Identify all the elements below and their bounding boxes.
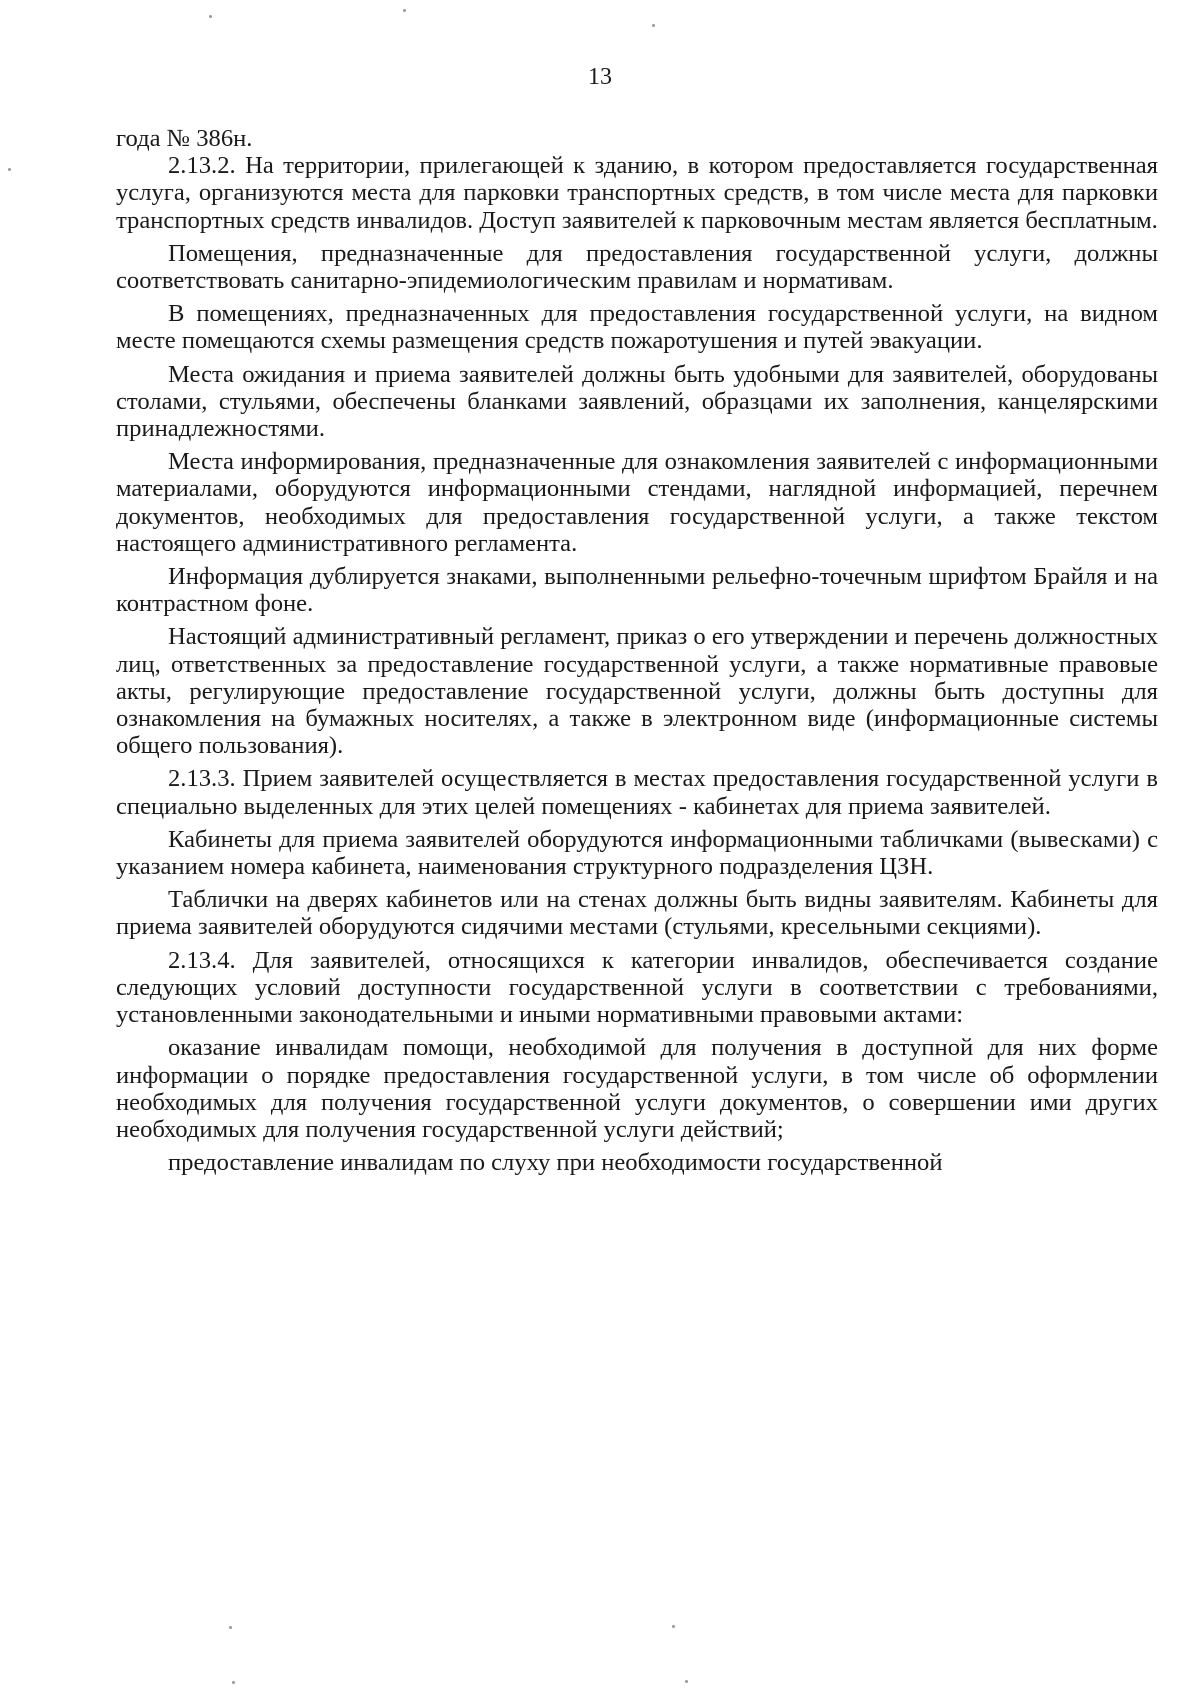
page-number: 13 (588, 64, 612, 90)
paragraph: Настоящий административный регламент, приказ о его утверждении и перечень должностных лиц, ответственных за предоставление государственной услуги, а также нормативные правовые акты, регулирующие предоставление государственной услуги, должны быть доступны для ознакомления на бумажных носителях, а также в электронном виде (информационные системы общего пользования). (116, 623, 1158, 760)
paragraph: Места ожидания и приема заявителей должны быть удобными для заявителей, оборудованы столами, стульями, обеспечены бланками заявлений, образцами их заполнения, канцелярскими принадлежностями. (116, 360, 1158, 443)
paragraph: года № 386н. (116, 125, 253, 152)
paragraph: предоставление инвалидам по слуху при необходимости государственной (168, 1149, 943, 1177)
scan-speck (229, 1626, 232, 1629)
paragraph: 2.13.2. На территории, прилегающей к зданию, в котором предоставляется государственная услуга, организуются места для парковки транспортных средств, в том числе места для парковки транспортных средств инвалидов. Доступ заявителей к парковочным местам является бесплатным. (116, 152, 1158, 234)
scan-speck (672, 1625, 675, 1628)
scan-speck (209, 15, 212, 18)
paragraph: Таблички на дверях кабинетов или на стенах должны быть видны заявителям. Кабинеты для приема заявителей оборудуются сидячими местами (стульями, кресельными секциями). (116, 886, 1158, 941)
paragraph: Кабинеты для приема заявителей оборудуются информационными табличками (вывесками) с указанием номера кабинета, наименования структурного подразделения ЦЗН. (116, 825, 1158, 881)
scan-speck (403, 9, 406, 12)
paragraph: 2.13.4. Для заявителей, относящихся к категории инвалидов, обеспечивается создание следующих условий доступности государственной услуги в соответствии с требованиями, установленными законодательными и иными нормативными правовыми актами: (116, 946, 1158, 1029)
paragraph: Информация дублируется знаками, выполненными рельефно-точечным шрифтом Брайля и на контрастном фоне. (116, 563, 1158, 618)
paragraph: оказание инвалидам помощи, необходимой для получения в доступной для них форме информации о порядке предоставления государственной услуги, в том числе об оформлении необходимых для получения государственной услуги документов, о совершении ими других необходимых для получения государственной услуги действий; (116, 1034, 1158, 1143)
paragraph: В помещениях, предназначенных для предоставления государственной услуги, на видном месте помещаются схемы размещения средств пожаротушения и путей эвакуации. (116, 300, 1158, 355)
scan-speck (8, 168, 11, 171)
paragraph: Помещения, предназначенные для предоставления государственной услуги, должны соответствовать санитарно-эпидемиологическим правилам и нормативам. (116, 239, 1158, 295)
scan-speck (652, 24, 655, 27)
paragraph: Места информирования, предназначенные для ознакомления заявителей с информационными материалами, оборудуются информационными стендами, наглядной информацией, перечнем документов, необходимых для предоставления государственной услуги, а также текстом настоящего административного регламента. (116, 448, 1158, 557)
scan-speck (685, 1680, 688, 1683)
document-body (116, 125, 1158, 1176)
paragraph: 2.13.3. Прием заявителей осуществляется в местах предоставления государственной услуги в специально выделенных для этих целей помещениях - кабинетах для приема заявителей. (116, 765, 1158, 820)
scan-speck (232, 1681, 235, 1684)
